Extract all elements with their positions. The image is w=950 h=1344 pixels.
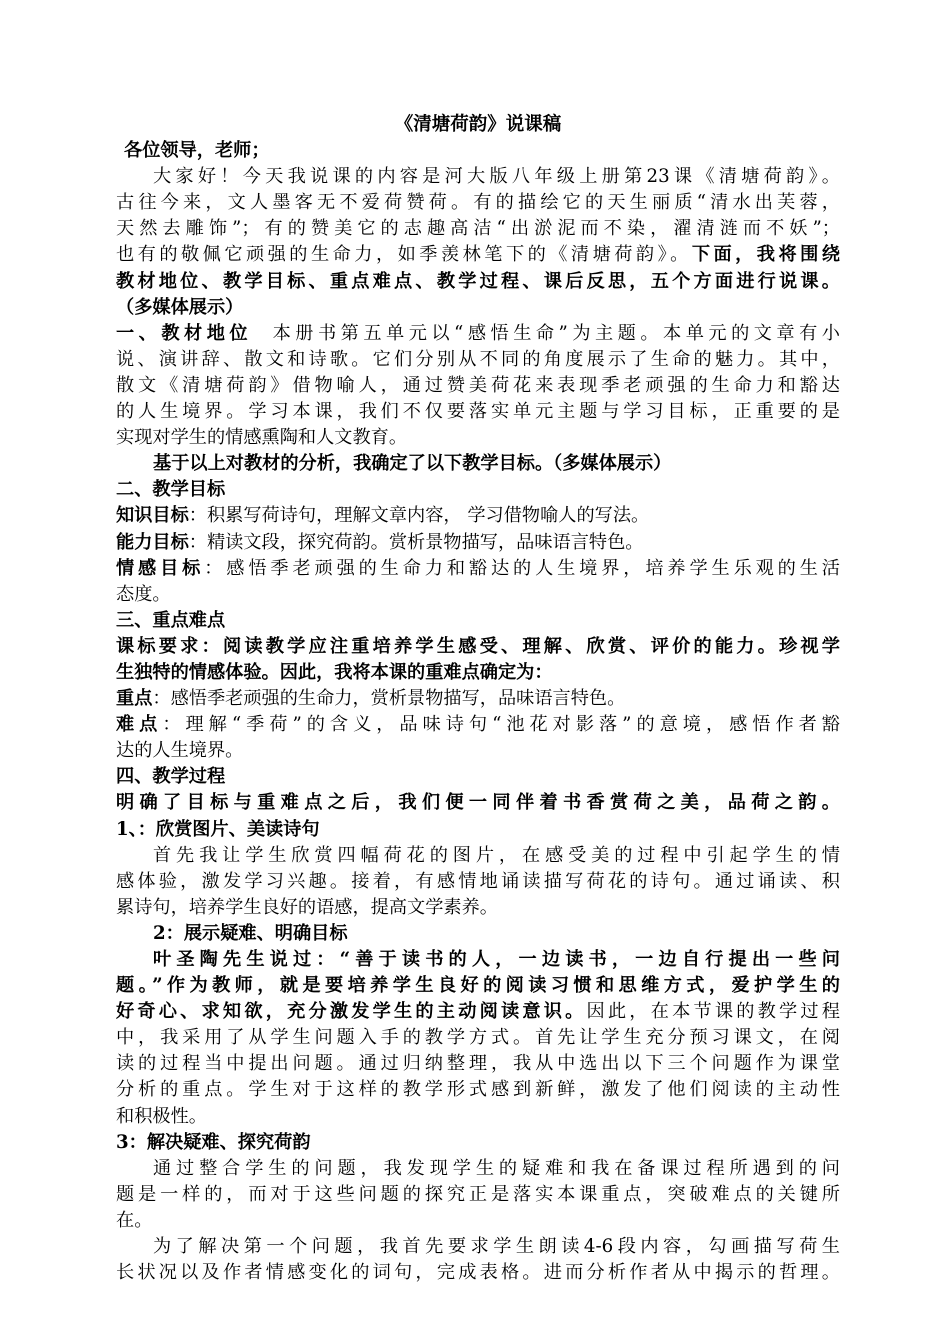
greeting: 各位领导，老师； [124, 140, 270, 162]
curriculum-requirement: 课标要求：阅读教学应注重培养学生感受、理解、欣赏、评价的能力。珍视学 [116, 635, 840, 657]
section-1-line: 的人生境界。学习本课，我们不仅要落实单元主题与学习目标，正重要的是 [116, 401, 840, 423]
section-4-heading: 四、教学过程 [116, 766, 226, 788]
section-4-lead: 明确了目标与重难点之后，我们便一同伴着书香赏荷之美，品荷之韵。 [116, 792, 840, 814]
section-1-heading: 一、教材地位 [116, 322, 253, 344]
step-3-p1-line: 在。 [116, 1209, 153, 1231]
ability-goal [116, 530, 840, 556]
emotion-goal-text: ：感悟季老顽强的生命力和豁达的人生境界，培养学生乐观的生活 [204, 557, 840, 579]
section-1-line: 散文《清塘荷韵》借物喻人，通过赞美荷花来表现季老顽强的生命力和豁达 [116, 374, 840, 396]
step-2-mixed-line [116, 999, 840, 1025]
emotion-goal-label: 情感目标 [116, 557, 205, 579]
step-3-p2-line: 为了解决第一个问题，我首先要求学生朗读4-6段内容，勾画描写荷生 [153, 1236, 840, 1258]
document-body [116, 112, 840, 1286]
step-2-line: 和积极性。 [116, 1105, 207, 1127]
emotion-goal [116, 556, 840, 582]
step-3-p1-line: 通过整合学生的问题，我发现学生的疑难和我在备课过程所遇到的问 [153, 1157, 840, 1179]
intro-line [116, 242, 840, 268]
ability-goal-label: 能力目标 [116, 531, 189, 553]
step-2-line: 中，我采用了从学生问题入手的教学方式。首先让学生充分预习课文，在阅 [116, 1027, 840, 1049]
step-1-line: 首先我让学生欣赏四幅荷花的图片，在感受美的过程中引起学生的情 [153, 844, 840, 866]
intro-line: 大家好！今天我说课的内容是河大版八年级上册第23课《清塘荷韵》。 [153, 166, 840, 188]
section-3-heading: 三、重点难点 [116, 609, 226, 631]
intro-bold-tail: 下面，我将围绕 [691, 244, 840, 266]
difficulty-label: 难点 [116, 714, 163, 736]
step-1-heading: 1、：欣赏图片、美读诗句 [116, 818, 320, 840]
section-1-text: 本册书第五单元以“感悟生命”为主题。本单元的文章有小 [272, 322, 840, 344]
difficulty-cont: 达的人生境界。 [116, 740, 244, 762]
step-1-line: 累诗句，培养学生良好的语感，提高文学素养。 [116, 896, 498, 918]
section-1-line: 说、演讲辞、散文和诗歌。它们分别从不同的角度展示了生命的魅力。其中， [116, 348, 840, 370]
difficulty [116, 712, 840, 738]
step-2-line: 读的过程当中提出问题。通过归纳整理，我从中选出以下三个问题作为课堂 [116, 1053, 840, 1075]
key-point [116, 686, 840, 712]
step-1-line: 感体验，激发学习兴趣。接着，有感情地诵读描写荷花的诗句。通过诵读、积 [116, 870, 840, 892]
key-point-text: ：感悟季老顽强的生命力，赏析景物描写，品味语言特色。 [152, 688, 626, 710]
step-2-heading: 2：展示疑难、明确目标 [153, 922, 348, 944]
step-3-heading: 3：解决疑难、探究荷韵 [116, 1131, 311, 1153]
key-point-label: 重点 [116, 688, 153, 710]
section-2-heading: 二、教学目标 [116, 479, 226, 501]
document-title: 《清塘荷韵》说课稿 [394, 114, 562, 135]
intro-line: 天然去雕饰”；有的赞美它的志趣高洁“出淤泥而不染，濯清涟而不妖”； [116, 218, 840, 240]
intro-line: 古往今来，文人墨客无不爱荷赞荷。有的描绘它的天生丽质“清水出芙蓉， [116, 192, 840, 214]
difficulty-text: ：理解“季荷”的含义，品味诗句“池花对影落”的意境，感悟作者豁 [162, 714, 840, 736]
section-1-line [116, 321, 840, 347]
ability-goal-text: ：精读文段，探究荷韵。赏析景物描写，品味语言特色。 [188, 531, 644, 553]
media-note: （多媒体展示） [116, 296, 244, 318]
section-1-summary: 基于以上对教材的分析，我确定了以下教学目标。（多媒体展示） [153, 453, 672, 475]
step-3-p2-line: 长状况以及作者情感变化的词句，完成表格。进而分析作者从中揭示的哲理。 [116, 1262, 840, 1284]
step-2-line: 分析的重点。学生对于这样的教学形式感到新鲜，激发了他们阅读的主动性 [116, 1079, 840, 1101]
curriculum-requirement-cont: 生独特的情感体验。因此，我将本课的重难点确定为： [116, 661, 553, 683]
intro-bold-line: 教材地位、教学目标、重点难点、教学过程、课后反思，五个方面进行说课。 [116, 270, 840, 292]
knowledge-goal [116, 503, 840, 529]
step-2-normal-tail: 因此，在本节课的教学过程 [586, 1001, 840, 1023]
step-2-bold-line: 叶圣陶先生说过：“善于读书的人，一边读书，一边自行提出一些问 [153, 949, 840, 970]
step-2-bold-tail: 好奇心、求知欲，充分激发学生的主动阅读意识。 [116, 1001, 587, 1023]
knowledge-goal-label: 知识目标 [116, 505, 189, 527]
section-1-line: 实现对学生的情感熏陶和人文教育。 [116, 427, 408, 449]
emotion-goal-cont: 态度。 [116, 583, 171, 605]
intro-text: 也有的敬佩它顽强的生命力，如季羡林笔下的《清塘荷韵》。 [116, 244, 692, 266]
step-2-bold-line: 题。”作为教师，就是要培养学生良好的阅读习惯和思维方式，爱护学生的 [116, 975, 840, 997]
step-3-p1-line: 题是一样的，而对于这些问题的探究正是落实本课重点，突破难点的关键所 [116, 1183, 840, 1205]
knowledge-goal-text: ：积累写荷诗句，理解文章内容， 学习借物喻人的写法。 [188, 505, 650, 527]
